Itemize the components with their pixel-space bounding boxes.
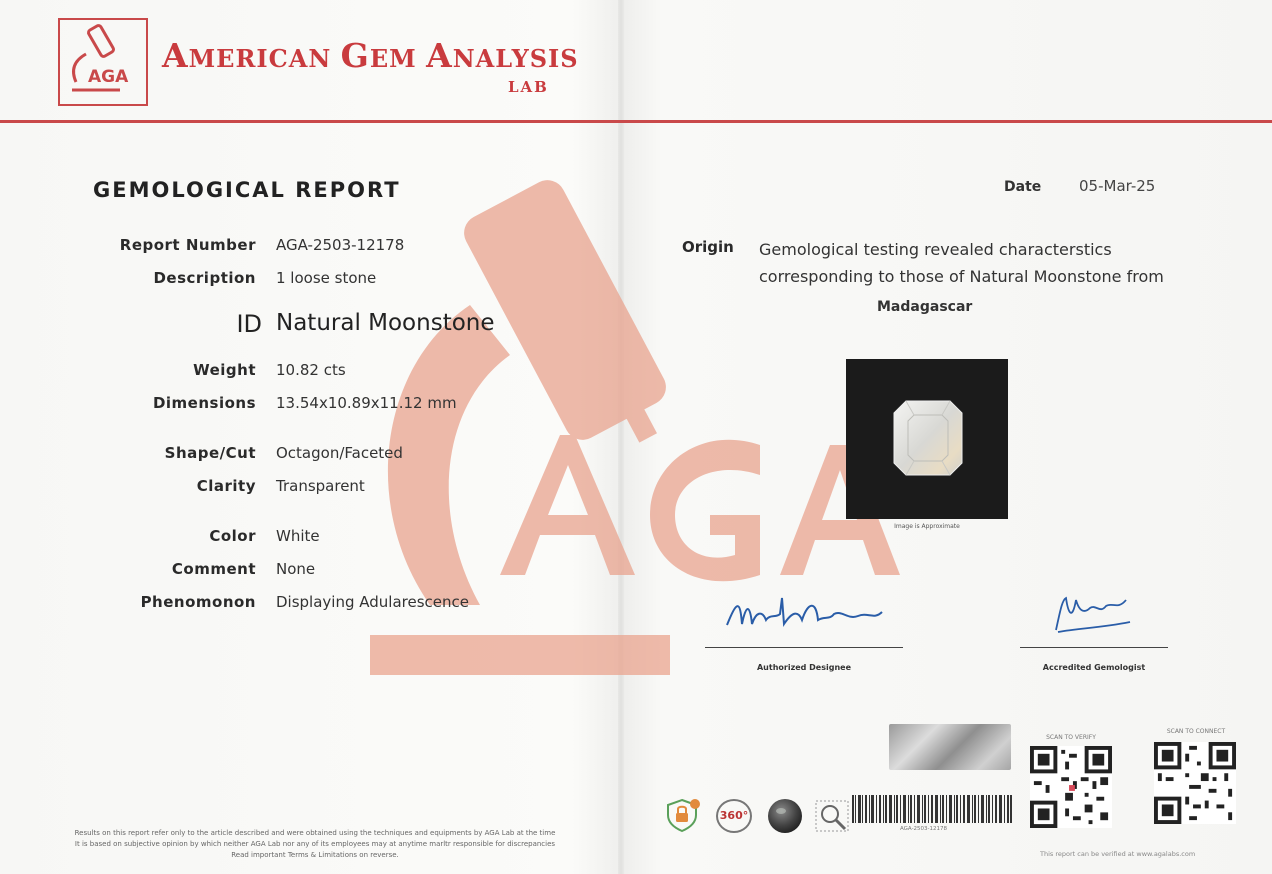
id-label: ID [236, 310, 262, 338]
authorized-signature-icon [722, 590, 892, 640]
color-value: White [276, 527, 320, 545]
clarity-label: Clarity [196, 477, 256, 495]
brand-sub: LAB [508, 78, 549, 96]
brand-rest-1: MERICAN [188, 44, 332, 73]
clarity-value: Transparent [276, 477, 365, 495]
aga-logo [58, 18, 148, 106]
gemologist-signature-icon [1050, 588, 1140, 638]
disclaimer-line-3: Read important Terms & Limitations on reverse. [231, 851, 399, 859]
security-hologram [889, 724, 1011, 770]
scan-verify-label: SCAN TO VERIFY [1046, 734, 1096, 741]
weight-value: 10.82 cts [276, 361, 346, 379]
report-number-label: Report Number [119, 236, 256, 254]
secure-shield-icon [664, 797, 704, 833]
header-divider [0, 120, 1272, 123]
disclaimer-line-2: It is based on subjective opinion by which neither AGA Lab nor any of its employees may at anytime marltr responsible for discrepancies [74, 840, 556, 848]
origin-label: Origin [682, 238, 734, 256]
dimensions-label: Dimensions [152, 394, 256, 412]
color-label: Color [209, 527, 256, 545]
verify-note: This report can be verified at www.agalabs.com [1040, 850, 1196, 858]
dimensions-value: 13.54x10.89x11.12 mm [276, 394, 457, 412]
description-label: Description [153, 269, 256, 287]
brand-cap-3: A [426, 36, 453, 75]
verify-qr-code-icon[interactable] [1030, 746, 1112, 828]
id-value: Natural Moonstone [276, 310, 495, 336]
badge-360-icon: 360° [716, 799, 752, 833]
brand-rest-3: NALYSIS [452, 44, 579, 73]
barcode-number: AGA-2503-12178 [900, 826, 948, 832]
brand-cap-2: G [340, 36, 370, 75]
logo-text: AGA [88, 67, 129, 87]
report-number-value: AGA-2503-12178 [276, 236, 405, 254]
designee-caption: Authorized Designee [756, 663, 852, 672]
brand-name [162, 36, 579, 75]
shape-cut-label: Shape/Cut [164, 444, 256, 462]
microscope-logo-icon [60, 20, 146, 104]
description-value: 1 loose stone [276, 269, 377, 287]
phenomenon-value: Displaying Adularescence [276, 593, 469, 611]
origin-text: Gemological testing revealed characterstics corresponding to those of Natural Moonstone from [759, 240, 1164, 286]
gemologist-signature-line [1020, 647, 1168, 648]
date-label: Date [1004, 179, 1042, 195]
origin-place: Madagascar [877, 299, 973, 315]
comment-label: Comment [171, 560, 256, 578]
shape-cut-value: Octagon/Faceted [276, 444, 403, 462]
designee-signature-line [705, 647, 903, 648]
gemstone-icon [846, 359, 1008, 519]
magnifier-verify-icon [814, 799, 852, 835]
gem-photo [846, 359, 1008, 519]
disclaimer-line-1: Results on this report refer only to the article described and were obtained using the techniques and equipments by AGA Lab at the time [74, 829, 556, 837]
gemologist-caption: Accredited Gemologist [1042, 663, 1146, 672]
date-value: 05-Mar-25 [1079, 177, 1156, 195]
brand-rest-2: EM [369, 44, 417, 73]
disclaimer-footer [20, 828, 610, 861]
report-title: GEMOLOGICAL REPORT [93, 178, 401, 202]
scan-connect-label: SCAN TO CONNECT [1166, 728, 1226, 735]
connect-qr-code-icon[interactable] [1154, 742, 1236, 824]
report-barcode-icon[interactable] [852, 795, 1012, 823]
weight-label: Weight [193, 361, 256, 379]
comment-value: None [276, 560, 316, 578]
image-note: Image is Approximate [894, 523, 960, 530]
moonstone-sphere-icon [766, 797, 804, 835]
phenomenon-label: Phenomonon [140, 593, 256, 611]
brand-cap-1: A [162, 36, 189, 75]
